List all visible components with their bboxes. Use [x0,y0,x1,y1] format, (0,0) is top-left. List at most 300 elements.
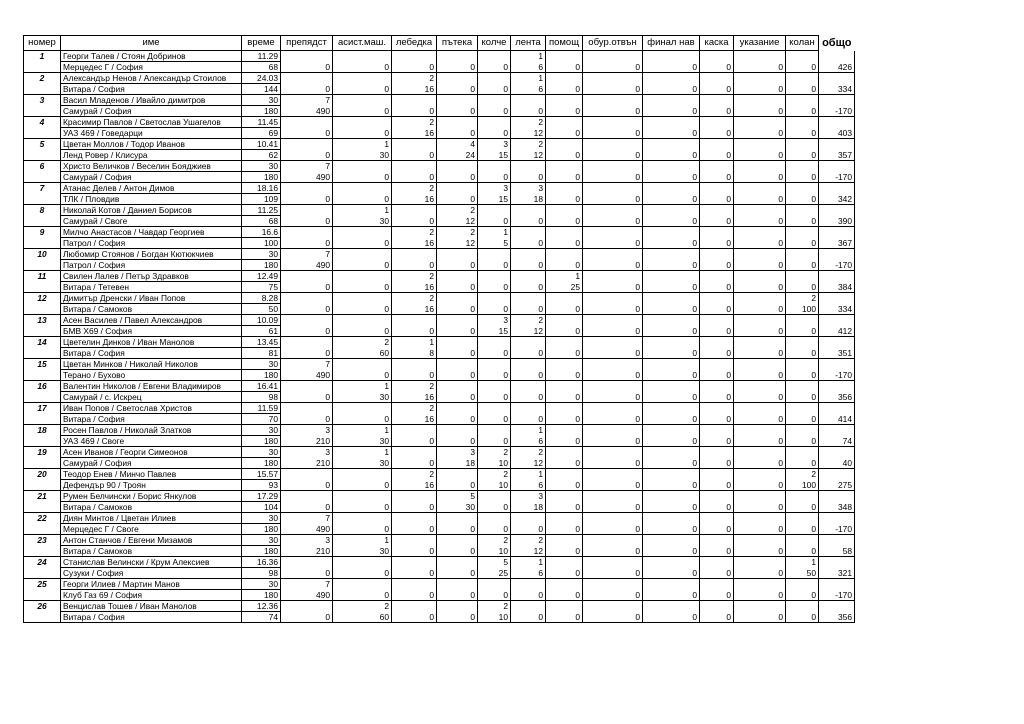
table-row [24,535,855,546]
penalty-points: 0 [392,260,437,271]
penalty-points: 12 [511,150,546,161]
time-value: 16.6 [242,227,281,238]
crew-names: Любомир Стоянов / Богдан Кютюкчиев [61,249,242,260]
penalty-count [786,183,819,194]
penalty-points: 12 [511,546,546,557]
penalty-count [583,227,643,238]
time-value: 10.09 [242,315,281,326]
penalty-points: 0 [786,348,819,359]
total-spacer [819,183,855,194]
penalty-count [700,491,734,502]
time-points: 69 [242,128,281,139]
penalty-points: 0 [478,106,511,117]
total-score: 356 [819,392,855,403]
penalty-count [281,337,333,348]
table-row-detail [24,546,855,557]
crew-number: 7 [24,183,61,205]
penalty-points: 0 [546,414,583,425]
penalty-count [478,491,511,502]
penalty-count: 2 [478,469,511,480]
results-sheet [23,35,855,623]
penalty-count [700,447,734,458]
penalty-count [643,293,700,304]
crew-number: 23 [24,535,61,557]
penalty-count [734,557,786,568]
penalty-points: 0 [437,62,478,73]
penalty-count [583,557,643,568]
penalty-points: 12 [511,128,546,139]
time-value: 11.45 [242,117,281,128]
penalty-count [281,601,333,612]
vehicle-town: Дефендър 90 / Троян [61,480,242,491]
penalty-points: 0 [437,590,478,601]
penalty-points: 0 [734,392,786,403]
penalty-points: 25 [478,568,511,579]
col-header-name: име [61,36,242,51]
time-value: 18.16 [242,183,281,194]
penalty-points: 0 [643,546,700,557]
penalty-count [734,271,786,282]
penalty-points: 0 [643,480,700,491]
penalty-count [643,513,700,524]
crew-names: Александър Ненов / Александър Стоилов [61,73,242,84]
penalty-points: 0 [583,194,643,205]
time-points: 74 [242,612,281,623]
penalty-points: 6 [511,568,546,579]
penalty-count [786,381,819,392]
penalty-count [478,205,511,216]
penalty-points: 0 [546,480,583,491]
crew-names: Диян Минтов / Цветан Илиев [61,513,242,524]
time-points: 70 [242,414,281,425]
penalty-points: 0 [546,216,583,227]
penalty-count [734,359,786,370]
penalty-points: 0 [392,590,437,601]
penalty-count [333,271,392,282]
penalty-count [700,601,734,612]
crew-number: 14 [24,337,61,359]
penalty-points: 0 [546,62,583,73]
penalty-count [643,425,700,436]
penalty-points: 0 [437,436,478,447]
penalty-count [546,117,583,128]
crew-number: 25 [24,579,61,601]
crew-number: 22 [24,513,61,535]
penalty-points: 0 [511,414,546,425]
penalty-count [437,183,478,194]
time-value: 13.45 [242,337,281,348]
penalty-count [437,425,478,436]
penalty-count: 1 [786,557,819,568]
penalty-count [546,557,583,568]
crew-number: 21 [24,491,61,513]
penalty-count [643,205,700,216]
penalty-count [786,403,819,414]
vehicle-town: Сузуки / София [61,568,242,579]
penalty-points: 0 [583,84,643,95]
penalty-points: 0 [786,172,819,183]
time-value: 30 [242,359,281,370]
penalty-points: 0 [734,128,786,139]
penalty-count [511,293,546,304]
table-row [24,447,855,458]
penalty-count [478,425,511,436]
penalty-points: 60 [333,612,392,623]
penalty-count [700,557,734,568]
crew-number: 4 [24,117,61,139]
penalty-points: 0 [643,106,700,117]
penalty-points: 0 [546,348,583,359]
penalty-count: 2 [511,139,546,150]
crew-number: 26 [24,601,61,623]
penalty-points: 0 [546,260,583,271]
penalty-points: 0 [511,524,546,535]
penalty-count [546,139,583,150]
total-spacer [819,95,855,106]
penalty-points: 0 [281,304,333,315]
penalty-points: 12 [511,326,546,337]
penalty-count [511,227,546,238]
crew-number: 2 [24,73,61,95]
penalty-points: 0 [643,282,700,293]
penalty-count: 5 [437,491,478,502]
total-score: 58 [819,546,855,557]
total-score: 356 [819,612,855,623]
vehicle-town: Терано / Бухово [61,370,242,381]
penalty-count [583,73,643,84]
penalty-count [392,139,437,150]
crew-names: Теодор Енев / Минчо Павлев [61,469,242,480]
vehicle-town: Витара / София [61,84,242,95]
table-row-detail [24,84,855,95]
penalty-count: 2 [392,183,437,194]
penalty-points: 0 [583,480,643,491]
penalty-points: 0 [281,84,333,95]
penalty-points: 8 [392,348,437,359]
table-row [24,557,855,568]
penalty-count [700,117,734,128]
penalty-points: 0 [583,502,643,513]
results-table [23,35,855,623]
penalty-count [392,425,437,436]
total-score: 367 [819,238,855,249]
crew-number: 18 [24,425,61,447]
penalty-count [437,293,478,304]
penalty-points: 0 [643,62,700,73]
penalty-count [734,447,786,458]
penalty-count [546,491,583,502]
penalty-count [392,513,437,524]
penalty-points: 0 [786,216,819,227]
time-points: 98 [242,568,281,579]
penalty-points: 490 [281,106,333,117]
total-spacer [819,601,855,612]
total-spacer [819,51,855,62]
penalty-count [700,381,734,392]
penalty-count [478,381,511,392]
penalty-points: 0 [437,194,478,205]
total-spacer [819,161,855,172]
penalty-points: 0 [281,348,333,359]
penalty-points: 30 [333,150,392,161]
time-value: 30 [242,425,281,436]
penalty-points: 0 [437,524,478,535]
penalty-count [583,51,643,62]
penalty-points: 0 [643,150,700,161]
penalty-points: 0 [700,568,734,579]
penalty-count [392,359,437,370]
penalty-count: 5 [478,557,511,568]
penalty-points: 0 [392,458,437,469]
time-points: 68 [242,216,281,227]
penalty-points: 0 [478,216,511,227]
penalty-points: 0 [333,62,392,73]
penalty-points: 490 [281,260,333,271]
penalty-count [583,205,643,216]
penalty-count [734,73,786,84]
crew-names: Асен Иванов / Георги Симеонов [61,447,242,458]
penalty-points: 0 [437,392,478,403]
table-row-detail [24,458,855,469]
penalty-points: 0 [583,348,643,359]
time-points: 50 [242,304,281,315]
penalty-points: 0 [511,304,546,315]
penalty-points: 0 [392,436,437,447]
penalty-points: 0 [734,414,786,425]
penalty-points: 0 [700,84,734,95]
penalty-points: 0 [437,568,478,579]
penalty-count [333,557,392,568]
penalty-points: 0 [281,216,333,227]
penalty-points: 10 [478,458,511,469]
table-row-detail [24,436,855,447]
penalty-points: 0 [734,194,786,205]
penalty-count [546,95,583,106]
penalty-points: 0 [511,260,546,271]
penalty-count [333,293,392,304]
vehicle-town: Патрол / София [61,260,242,271]
crew-names: Димитър Дренски / Иван Попов [61,293,242,304]
penalty-count [392,95,437,106]
penalty-count [333,315,392,326]
table-row [24,425,855,436]
penalty-points: 0 [583,458,643,469]
table-row-detail [24,238,855,249]
penalty-points: 490 [281,590,333,601]
penalty-count: 1 [333,205,392,216]
table-row-detail [24,392,855,403]
total-spacer [819,249,855,260]
penalty-points: 0 [786,370,819,381]
penalty-count [643,117,700,128]
penalty-points: 16 [392,392,437,403]
total-score: 357 [819,150,855,161]
penalty-points: 0 [786,128,819,139]
penalty-points: 0 [333,414,392,425]
penalty-count [333,359,392,370]
penalty-points: 0 [478,436,511,447]
penalty-count [281,403,333,414]
penalty-count [643,447,700,458]
crew-number: 19 [24,447,61,469]
penalty-count [437,579,478,590]
penalty-count [478,271,511,282]
table-row [24,469,855,480]
time-value: 11.59 [242,403,281,414]
penalty-count: 3 [437,447,478,458]
penalty-points: 0 [437,106,478,117]
penalty-points: 0 [392,568,437,579]
penalty-points: 0 [546,524,583,535]
penalty-points: 0 [734,480,786,491]
table-row-detail [24,216,855,227]
penalty-count [511,161,546,172]
penalty-points: 0 [786,84,819,95]
penalty-count: 3 [511,183,546,194]
crew-names: Милчо Анастасов / Чавдар Георгиев [61,227,242,238]
time-value: 30 [242,535,281,546]
table-row [24,95,855,106]
penalty-count [333,491,392,502]
penalty-count [546,183,583,194]
penalty-points: 0 [643,590,700,601]
penalty-points: 15 [478,194,511,205]
penalty-count [734,293,786,304]
penalty-count [546,51,583,62]
penalty-count [281,271,333,282]
penalty-count: 3 [281,535,333,546]
penalty-points: 0 [281,612,333,623]
penalty-points: 0 [546,436,583,447]
penalty-count [333,117,392,128]
penalty-count [643,51,700,62]
penalty-count [546,535,583,546]
penalty-points: 15 [478,326,511,337]
time-points: 180 [242,524,281,535]
penalty-points: 0 [392,524,437,535]
penalty-count: 1 [546,271,583,282]
penalty-count [700,403,734,414]
col-header-assist-vehicle: асист.маш. [333,36,392,51]
penalty-count [437,557,478,568]
penalty-count [511,359,546,370]
penalty-points: 24 [437,150,478,161]
penalty-count: 1 [333,447,392,458]
penalty-points: 0 [437,128,478,139]
vehicle-town: Ленд Ровер / Клисура [61,150,242,161]
crew-names: Валентин Николов / Евгени Владимиров [61,381,242,392]
penalty-points: 0 [583,414,643,425]
penalty-points: 0 [583,150,643,161]
penalty-points: 0 [546,392,583,403]
penalty-count [546,579,583,590]
table-row-detail [24,326,855,337]
time-points: 144 [242,84,281,95]
penalty-points: 0 [734,502,786,513]
penalty-points: 0 [786,62,819,73]
crew-names: Красимир Павлов / Светослав Ушагелов [61,117,242,128]
penalty-points: 0 [734,216,786,227]
penalty-count [392,491,437,502]
penalty-points: 0 [478,282,511,293]
total-score: 348 [819,502,855,513]
penalty-count [700,249,734,260]
crew-names: Георги Илиев / Мартин Манов [61,579,242,590]
penalty-count: 1 [333,535,392,546]
penalty-points: 0 [583,238,643,249]
penalty-count [281,557,333,568]
total-score: 74 [819,436,855,447]
penalty-points: 0 [511,590,546,601]
penalty-count [734,249,786,260]
penalty-points: 0 [734,436,786,447]
penalty-count [700,139,734,150]
penalty-points: 0 [511,612,546,623]
penalty-count: 2 [392,227,437,238]
table-row [24,73,855,84]
penalty-count [786,117,819,128]
total-spacer [819,425,855,436]
penalty-points: 0 [786,326,819,337]
penalty-points: 490 [281,370,333,381]
total-spacer [819,557,855,568]
total-score: 40 [819,458,855,469]
table-row [24,579,855,590]
penalty-count [392,447,437,458]
penalty-points: 0 [333,128,392,139]
penalty-count [281,51,333,62]
penalty-count [478,161,511,172]
penalty-count [546,293,583,304]
vehicle-town: БМВ Х69 / София [61,326,242,337]
total-score: 384 [819,282,855,293]
penalty-count: 7 [281,579,333,590]
penalty-count [734,205,786,216]
time-points: 93 [242,480,281,491]
penalty-count [786,315,819,326]
table-row-detail [24,172,855,183]
penalty-points: 10 [478,480,511,491]
penalty-count [643,557,700,568]
vehicle-town: Витара / Самоков [61,304,242,315]
penalty-count [643,579,700,590]
penalty-points: 0 [700,524,734,535]
penalty-points: 0 [583,128,643,139]
penalty-points: 0 [734,612,786,623]
penalty-count [583,601,643,612]
penalty-points: 0 [583,524,643,535]
time-value: 30 [242,447,281,458]
penalty-points: 0 [700,502,734,513]
penalty-count [437,315,478,326]
vehicle-town: Витара / Самоков [61,502,242,513]
penalty-points: 0 [700,260,734,271]
penalty-count [392,249,437,260]
penalty-points: 16 [392,194,437,205]
penalty-count: 1 [478,227,511,238]
penalty-count [478,95,511,106]
penalty-count: 2 [786,293,819,304]
penalty-points: 0 [333,172,392,183]
time-value: 30 [242,513,281,524]
penalty-points: 0 [643,128,700,139]
penalty-count [734,227,786,238]
penalty-count [643,95,700,106]
penalty-points: 16 [392,84,437,95]
penalty-points: 0 [643,216,700,227]
penalty-count [478,51,511,62]
penalty-points: 0 [511,106,546,117]
